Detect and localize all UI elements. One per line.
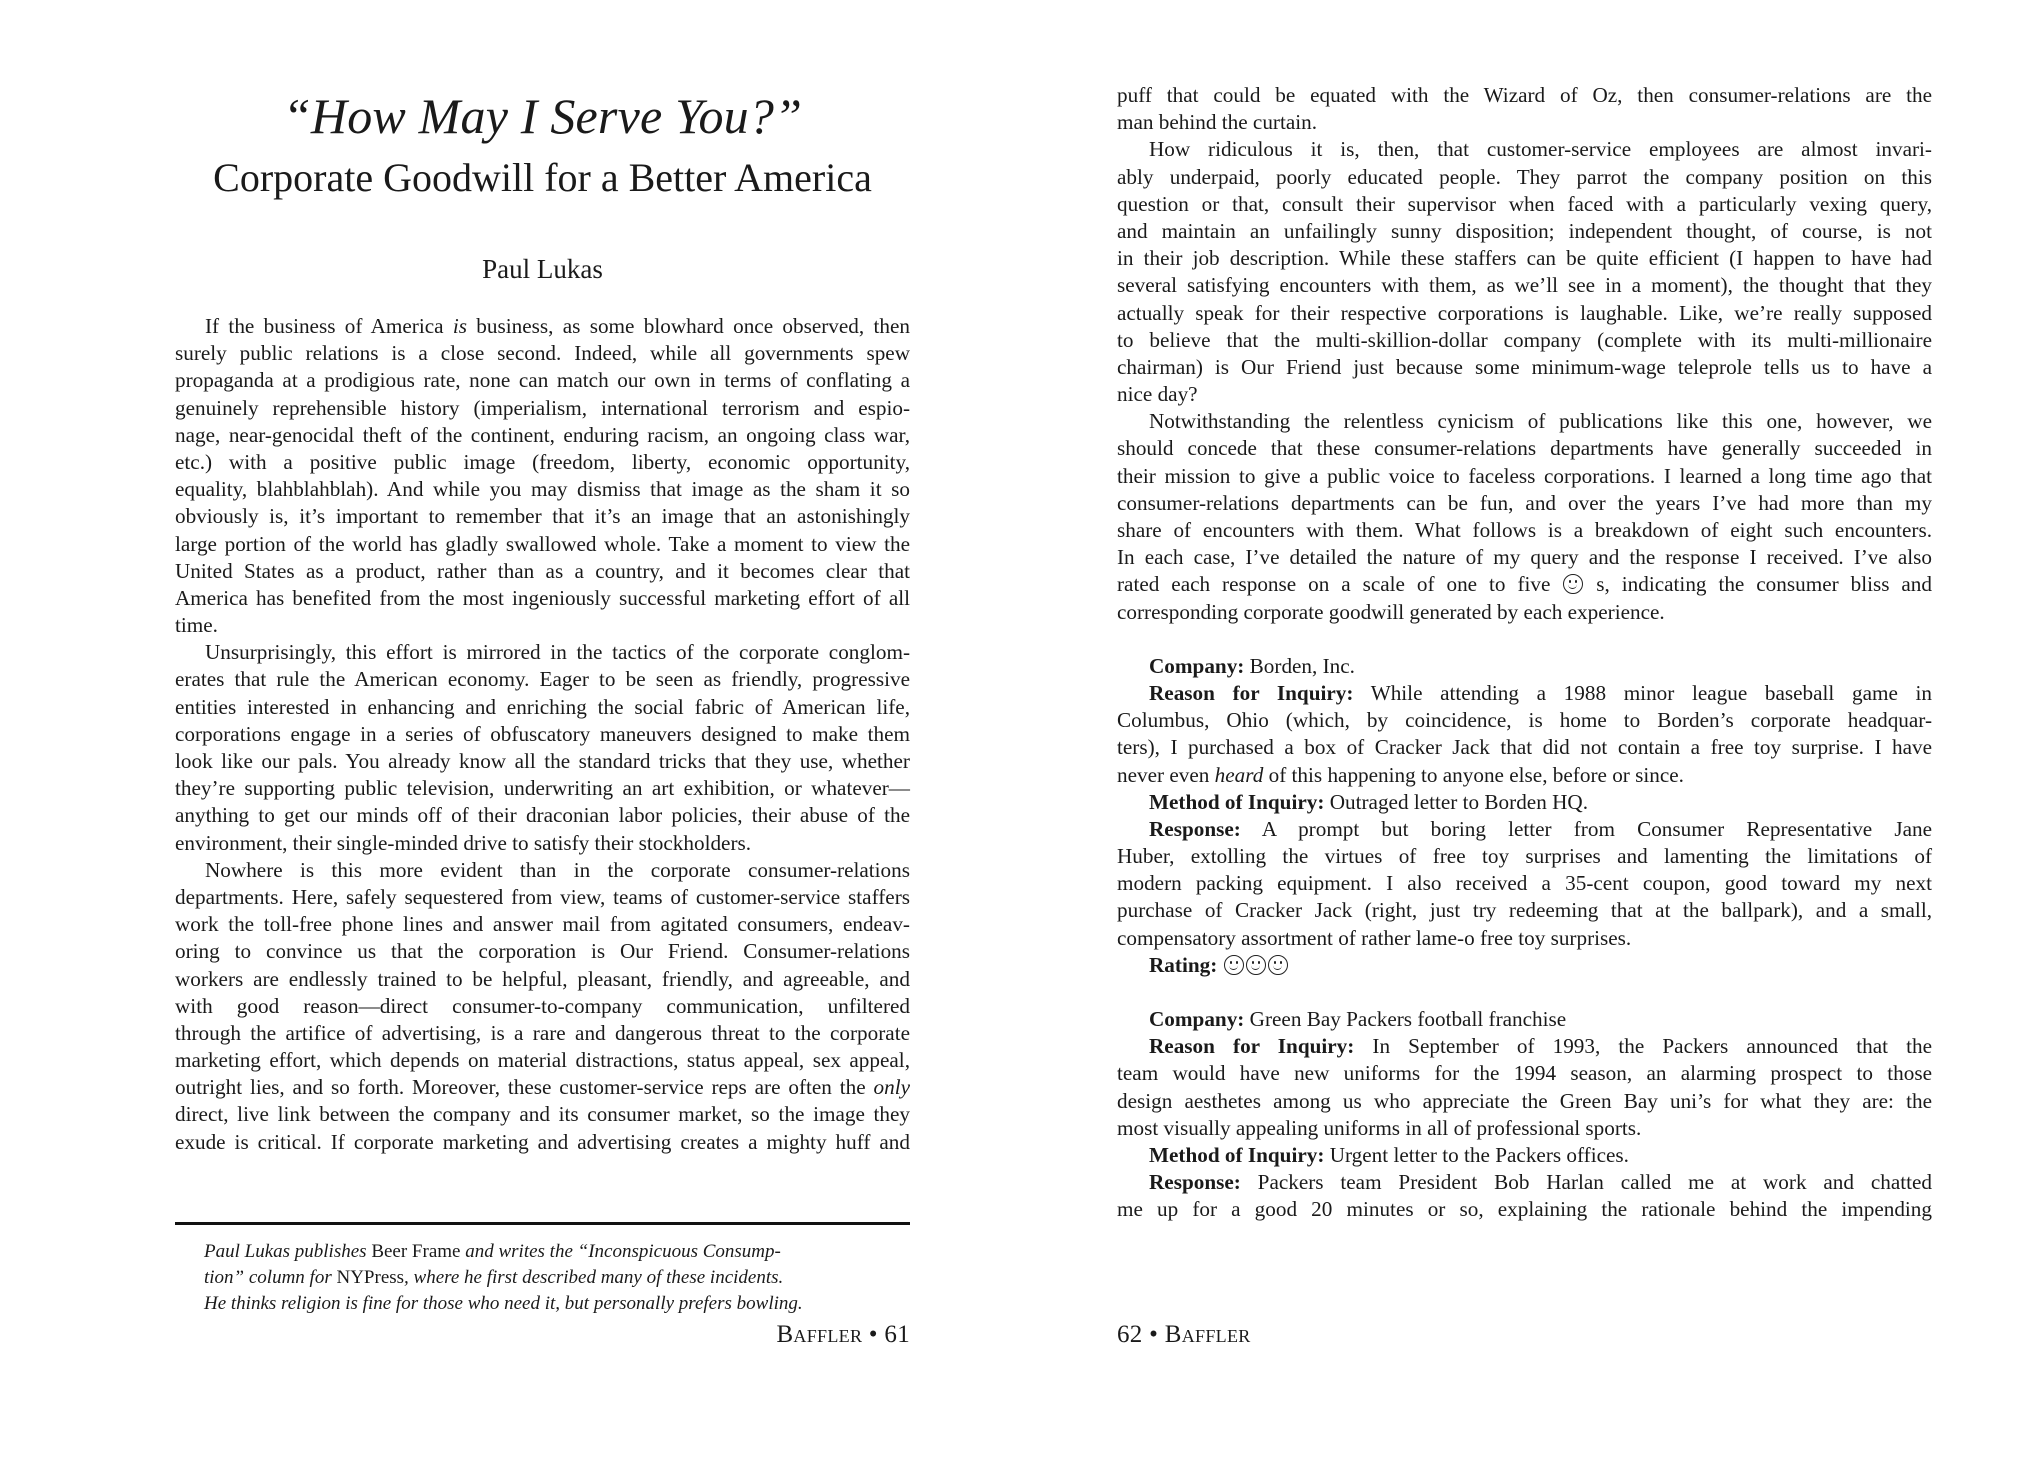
body-line: Notwithstanding the relentless cynicism of publications like this one, however, we bbox=[1149, 409, 1932, 434]
entry-rating: Rating: bbox=[1117, 952, 1932, 979]
author-bio bbox=[204, 1239, 874, 1317]
body-line: several satisfying encounters with them, as we’ll see in a moment), the thought that they bbox=[1117, 273, 1932, 298]
body-line: team would have new uniforms for the 1994 season, an alarming prospect to those bbox=[1117, 1061, 1932, 1086]
entry-response: Response: Packers team President Bob Harlan called me at work and chatted bbox=[1149, 1170, 1932, 1195]
body-line: anything to get our minds off of their draconian labor policies, their abuse of the bbox=[175, 803, 910, 828]
body-line: workers are endlessly trained to be helpful, pleasant, friendly, and agreeable, and bbox=[175, 966, 910, 991]
body-line: exude is critical. If corporate marketing and advertising creates a mighty huff and bbox=[175, 1129, 910, 1154]
body-line: marketing effort, which depends on material distractions, status appeal, sex appeal, bbox=[175, 1048, 910, 1073]
body-line: genuinely reprehensible history (imperialism, international terrorism and espio- bbox=[175, 395, 910, 420]
bio-line: He thinks religion is fine for those who need it, but personally prefers bowling. bbox=[204, 1293, 803, 1314]
body-line: chairman) is Our Friend just because some minimum-wage teleprole tells us to have a bbox=[1117, 354, 1932, 379]
body-line: etc.) with a positive public image (freedom, liberty, economic opportunity, bbox=[175, 449, 910, 474]
body-line: their mission to give a public voice to faceless corporations. I learned a long time ago that bbox=[1117, 463, 1932, 488]
article-subtitle: Corporate Goodwill for a Better America bbox=[213, 155, 872, 200]
bio-line: tion” column for NYPress, where he first described many of these incidents. bbox=[204, 1267, 784, 1288]
entry-reason: Reason for Inquiry: While attending a 1988 minor league baseball game in bbox=[1149, 680, 1932, 705]
bio-line: Paul Lukas publishes Beer Frame and writes the “Inconspicuous Consump- bbox=[204, 1241, 781, 1262]
body-line: modern packing equipment. I also received a 35-cent coupon, good toward my next bbox=[1117, 871, 1932, 896]
body-line: ably underpaid, poorly educated people. They parrot the company position on this bbox=[1117, 164, 1932, 189]
body-line: never even heard of this happening to anyone else, before or since. bbox=[1117, 762, 1684, 787]
body-line: to believe that the multi-skillion-dollar company (complete with its multi-millionaire bbox=[1117, 327, 1932, 352]
body-line: and maintain an unfailingly sunny disposition; independent thought, of course, is not bbox=[1117, 218, 1932, 243]
page-number-61: Baffler • 61 bbox=[776, 1321, 910, 1348]
body-line: Columbus, Ohio (which, by coincidence, is home to Borden’s corporate headquar- bbox=[1117, 708, 1932, 733]
body-line: most visually appealing uniforms in all of professional sports. bbox=[1117, 1115, 1642, 1140]
body-line: departments. Here, safely sequestered from view, teams of customer-service staffers bbox=[175, 884, 910, 909]
body-line: corresponding corporate goodwill generated by each experience. bbox=[1117, 599, 1665, 624]
body-line: in their job description. While these staffers can be quite efficient (I happen to have had bbox=[1117, 246, 1932, 271]
smiley-icon bbox=[1563, 574, 1583, 594]
body-line: environment, their single-minded drive to satisfy their stockholders. bbox=[175, 830, 752, 855]
body-line: work the toll-free phone lines and answer mail from agitated consumers, endeav- bbox=[175, 912, 910, 937]
body-line: man behind the curtain. bbox=[1117, 110, 1318, 135]
body-line: consumer-relations departments can be fun, and over the years I’ve had more than my bbox=[1117, 490, 1932, 515]
article-author: Paul Lukas bbox=[482, 254, 603, 284]
body-line: erates that rule the American economy. Eager to be seen as friendly, progressive bbox=[175, 667, 910, 692]
body-line: nage, near-genocidal theft of the continent, enduring racism, an ongoing class war, bbox=[175, 422, 910, 447]
body-line: oring to convince us that the corporation is Our Friend. Consumer-relations bbox=[175, 939, 910, 964]
entry-response: Response: A prompt but boring letter from Consumer Representative Jane bbox=[1149, 816, 1932, 841]
body-line: equality, blahblahblah). And while you may dismiss that image as the sham it so bbox=[175, 477, 910, 502]
footnote-rule bbox=[175, 1222, 910, 1225]
body-line: design aesthetes among us who appreciate the Green Bay uni’s for what they are: the bbox=[1117, 1088, 1932, 1113]
page-number-62: 62 • Baffler bbox=[1117, 1321, 1251, 1348]
body-line: entities interested in enhancing and enriching the social fabric of American life, bbox=[175, 694, 910, 719]
body-line: ters), I purchased a box of Cracker Jack that did not contain a free toy surprise. I have bbox=[1117, 735, 1932, 760]
body-line: they’re supporting public television, underwriting an art exhibition, or whatever— bbox=[175, 776, 910, 801]
body-line: with good reason—direct consumer-to-company communication, unfiltered bbox=[175, 993, 910, 1018]
smiley-icon bbox=[1268, 955, 1288, 975]
smiley-icon bbox=[1246, 955, 1266, 975]
body-line: How ridiculous it is, then, that customer-service employees are almost invari- bbox=[1149, 137, 1932, 162]
body-line: large portion of the world has gladly swallowed whole. Take a moment to view the bbox=[175, 531, 910, 556]
body-line: time. bbox=[175, 613, 218, 638]
body-line: corporations engage in a series of obfuscatory maneuvers designed to make them bbox=[175, 721, 910, 746]
body-line: question or that, consult their supervisor when faced with a particularly vexing query, bbox=[1117, 191, 1932, 216]
body-line: through the artifice of advertising, is a rare and dangerous threat to the corporate bbox=[175, 1020, 910, 1045]
smiley-icon bbox=[1224, 955, 1244, 975]
body-line: purchase of Cracker Jack (right, just try redeeming that at the ballpark), and a small, bbox=[1117, 898, 1932, 923]
body-line: propaganda at a prodigious rate, none can match our own in terms of conflating a bbox=[175, 368, 910, 393]
body-line: nice day? bbox=[1117, 382, 1198, 407]
body-line: share of encounters with them. What follows is a breakdown of eight such encounters. bbox=[1117, 518, 1932, 542]
entry-method: Method of Inquiry: Outraged letter to Borden HQ. bbox=[1149, 789, 1588, 814]
body-line: compensatory assortment of rather lame-o free toy surprises. bbox=[1117, 925, 1632, 950]
body-line: surely public relations is a close second. Indeed, while all governments spew bbox=[175, 341, 910, 366]
entry-company: Company: Green Bay Packers football franchise bbox=[1149, 1007, 1567, 1031]
body-line: outright lies, and so forth. Moreover, these customer-service reps are often the only bbox=[175, 1075, 910, 1100]
body-line: puff that could be equated with the Wizard of Oz, then consumer-relations are the bbox=[1117, 83, 1932, 107]
body-line: direct, live link between the company and its consumer market, so the image they bbox=[175, 1102, 910, 1127]
body-line: obviously is, it’s important to remember that it’s an image that an astonishingly bbox=[175, 504, 910, 529]
body-line: actually speak for their respective corporations is laughable. Like, we’re really supposed bbox=[1117, 300, 1932, 325]
right-body-text bbox=[1117, 82, 1932, 1224]
article-title: “How May I Serve You?” bbox=[282, 88, 803, 144]
body-line: Unsurprisingly, this effort is mirrored in the tactics of the corporate conglom- bbox=[205, 640, 910, 665]
entry-reason: Reason for Inquiry: In September of 1993, the Packers announced that the bbox=[1149, 1034, 1932, 1059]
body-line: Huber, extolling the virtues of free toy surprises and lamenting the limitations of bbox=[1117, 844, 1932, 869]
body-line: me up for a good 20 minutes or so, explaining the rationale behind the impending bbox=[1117, 1197, 1932, 1222]
entry-method: Method of Inquiry: Urgent letter to the Packers offices. bbox=[1149, 1142, 1629, 1167]
body-line: If the business of America is business, as some blowhard once observed, then bbox=[205, 314, 910, 338]
body-line: America has benefited from the most ingeniously successful marketing effort of all bbox=[175, 585, 910, 610]
body-line: look like our pals. You already know all the standard tricks that they use, whether bbox=[175, 749, 910, 773]
body-line: Nowhere is this more evident than in the corporate consumer-relations bbox=[205, 857, 910, 882]
body-line: rated each response on a scale of one to five s, indicating the consumer bliss and bbox=[1117, 572, 1932, 597]
entry-company: Company: Borden, Inc. bbox=[1149, 653, 1355, 678]
body-line: should concede that these consumer-relations departments have generally succeeded in bbox=[1117, 436, 1932, 461]
body-line: United States as a product, rather than as a country, and it becomes clear that bbox=[175, 558, 910, 583]
left-body-text bbox=[175, 313, 910, 1156]
body-line: In each case, I’ve detailed the nature of my query and the response I received. I’ve also bbox=[1117, 545, 1932, 570]
